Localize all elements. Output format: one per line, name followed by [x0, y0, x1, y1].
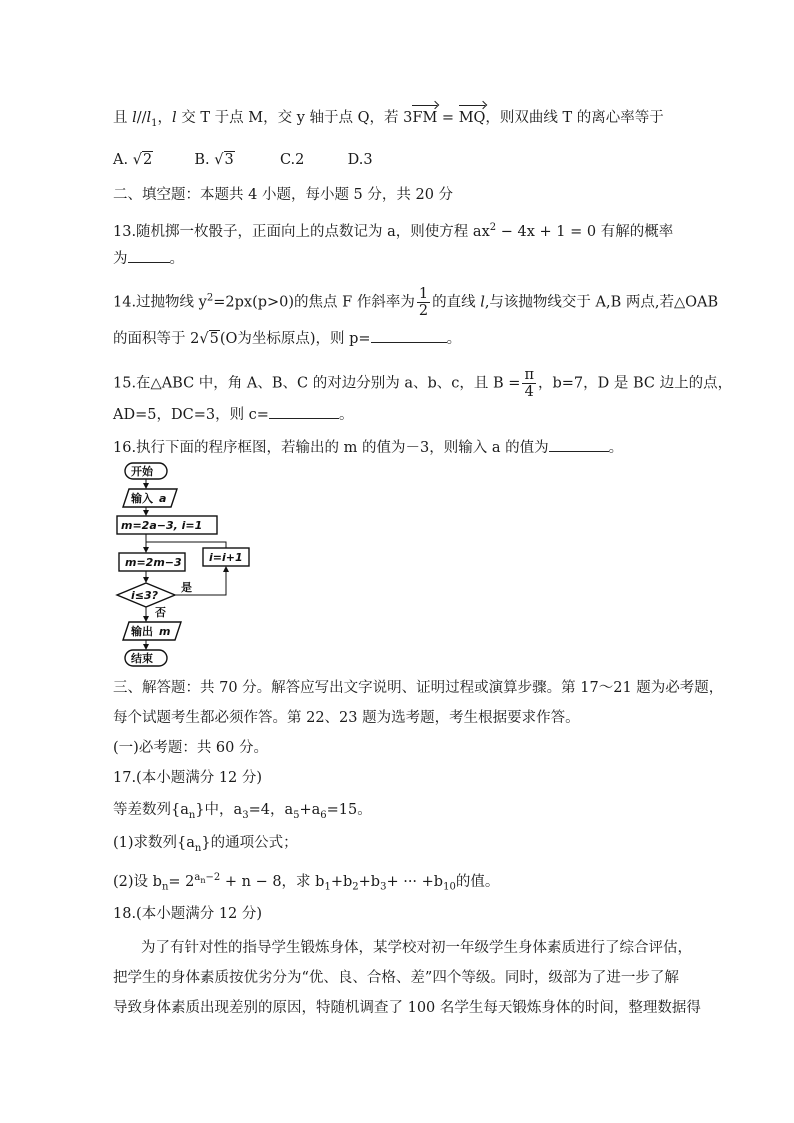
q15-line2: AD=5，DC=3，则 c= 。: [113, 404, 353, 425]
q17-part1: (1)求数列$\{a_n\}$的通项公式；: [113, 835, 298, 854]
answer-blank-16[interactable]: [549, 437, 609, 452]
svg-text:i≤3?: i≤3?: [131, 589, 159, 602]
svg-text:输出: 输出: [131, 625, 153, 638]
q17-head: 17.(本小题满分 12 分): [113, 770, 263, 786]
fraction-one-half: $\frac{1}{2}$: [418, 286, 429, 319]
svg-text:是: 是: [181, 581, 192, 594]
end-label: 结束: [131, 652, 153, 665]
q15-line1: 15.在△ABC 中，角 A、B、C 的对边分别为 a、b、c，且 B = $\frac{\pi}{4}$ ，b=7，D 是 BC 边上的点，: [113, 367, 733, 400]
answer-blank-14[interactable]: [371, 328, 447, 343]
q18-para-line3: 导致身体素质出现差别的原因，特随机调查了 100 名学生每天锻炼身体的时间，整理数据得: [113, 1000, 701, 1016]
start-label: 开始: [131, 465, 153, 478]
svg-text:m=2a−3, i=1: m=2a−3, i=1: [121, 519, 203, 532]
option-b: B. √3: [194, 152, 234, 168]
option-a: A. √2: [113, 152, 153, 168]
vector-fm: FM: [412, 110, 438, 126]
section3-part1: (一)必考题：共 60 分。: [113, 740, 268, 756]
q13-line1: 13.随机掷一枚骰子，正面向上的点数记为 a，则使方程 $ax^2 - 4x + 1 = 0$ 有解的概率: [113, 222, 674, 240]
q17-given: 等差数列$\{a_n\}$中，$a_3=4$，$a_5+a_6=15$。: [113, 802, 372, 821]
vector-mq: MQ: [458, 110, 486, 126]
q18-head: 18.(本小题满分 12 分): [113, 906, 263, 922]
svg-text:输入: 输入: [131, 492, 153, 505]
section2-heading: 二、填空题：本题共 4 小题，每小题 5 分，共 20 分: [113, 187, 454, 203]
q17-part2: (2)设 $b_n= 2^{a_n-2} + n - 8$，求 $b_1+b_2+b_3+$ ··· $+b_{10}$的值。: [113, 872, 500, 893]
q13-line2: 为 。: [113, 248, 184, 269]
section3-line1: 三、解答题：共 70 分。解答应写出文字说明、证明过程或演算步骤。第 17～21 题为必考题，: [113, 680, 724, 696]
section3-line2: 每个试题考生都必须作答。第 22、23 题为选考题，考生根据要求作答。: [113, 710, 580, 726]
svg-text:i=i+1: i=i+1: [209, 551, 243, 564]
option-d: D.3: [347, 152, 373, 168]
q14-line2: 的面积等于 2√5(O为坐标原点)，则 p= 。: [113, 328, 461, 349]
program-flowchart: [115, 460, 255, 670]
svg-text:否: 否: [155, 606, 166, 619]
svg-text:a: a: [159, 492, 167, 505]
q14-line1: 14.过抛物线 $y^2=2px(p>0)$的焦点 F 作斜率为 $\frac{1}{2}$ 的直线 l,与该抛物线交于 A,B 两点,若△OAB: [113, 286, 719, 319]
q12-stem: 且 $l//l_1$，l 交 T 于点 M，交 y 轴于点 Q，若 3FM = MQ，则双曲线 T 的离心率等于: [113, 110, 664, 129]
q18-para-line1: 为了有针对性的指导学生锻炼身体，某学校对初一年级学生身体素质进行了综合评估，: [141, 940, 692, 956]
q18-para-line2: 把学生的身体素质按优劣分为“优、良、合格、差”四个等级。同时，级部为了进一步了解: [113, 970, 679, 986]
q12-options: [113, 150, 373, 170]
svg-text:m: m: [159, 625, 171, 638]
answer-blank-15[interactable]: [269, 404, 339, 419]
q16-line: 16.执行下面的程序框图，若输出的 m 的值为－3，则输入 a 的值为 。: [113, 437, 623, 458]
answer-blank-13[interactable]: [128, 248, 170, 263]
fraction-pi-over-4: $\frac{\pi}{4}$: [524, 367, 534, 400]
svg-text:m=2m−3: m=2m−3: [125, 556, 182, 569]
option-c: C.2: [279, 152, 305, 168]
